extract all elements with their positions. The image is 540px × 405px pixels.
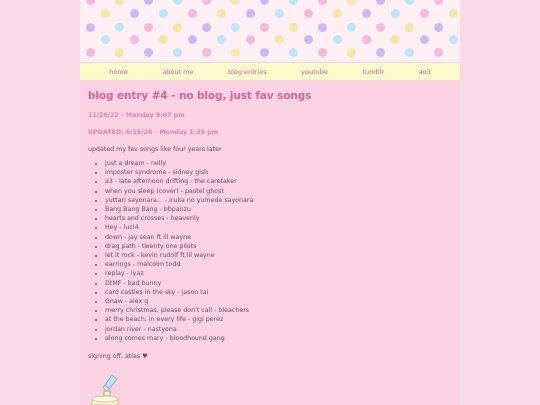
- song-list: [88, 159, 452, 343]
- banner-dot: [188, 9, 197, 18]
- song-list-item: • replay - iyaz: [105, 269, 452, 278]
- banner-dot: [275, 35, 284, 44]
- blog-post: [88, 90, 452, 360]
- banner-dot: [304, 9, 313, 18]
- banner-dot: [115, 23, 124, 32]
- banner-dot: [173, 48, 182, 57]
- banner-dot: [405, 0, 414, 5]
- banner-dot: [289, 23, 298, 32]
- banner-dot: [391, 9, 400, 18]
- candle-sticker-icon: [88, 373, 122, 405]
- banner-dot: [318, 23, 327, 32]
- song-list-item: • Bang Bang Bang - bbpanzu: [105, 205, 452, 214]
- banner-dot: [420, 9, 429, 18]
- post-date: 11/26/22 - Monday 9:07 pm: [88, 112, 185, 119]
- banner-dot: [333, 35, 342, 44]
- post-intro: updated my fav songs like four years later: [88, 146, 222, 153]
- banner-dot: [144, 23, 153, 32]
- nav-ao3-link[interactable]: ao3: [418, 67, 431, 76]
- post-title: blog entry #4 - no blog, just fav songs: [88, 90, 312, 102]
- nav-blog-entries-link[interactable]: blog entries: [227, 67, 267, 76]
- post-updated-date: UPDATED: 6/15/26 - Monday 1:35 pm: [88, 129, 219, 136]
- song-list-item: • jordan river - nastyona: [105, 325, 452, 334]
- song-list-item: • yuttari sayonara... - iruka no yumede sayonara: [105, 196, 452, 205]
- banner-dot: [362, 9, 371, 18]
- banner-dot: [347, 48, 356, 57]
- banner-dot: [260, 48, 269, 57]
- banner-dot: [130, 35, 139, 44]
- banner-dot: [246, 35, 255, 44]
- banner-dot: [333, 9, 342, 18]
- banner-dot: [202, 0, 211, 5]
- banner-dot: [86, 0, 95, 5]
- banner-dot: [289, 48, 298, 57]
- banner-dot: [289, 0, 298, 5]
- banner-dot: [376, 48, 385, 57]
- banner-dot: [347, 0, 356, 5]
- banner-dot: [202, 23, 211, 32]
- song-list-item: • down - jay sean ft lil wayne: [105, 233, 452, 242]
- banner-dot: [405, 23, 414, 32]
- banner-dot: [304, 35, 313, 44]
- banner-dot: [173, 0, 182, 5]
- song-list-item: • along comes mary - bloodhound gang: [105, 334, 452, 343]
- banner-dot: [202, 48, 211, 57]
- banner-dot: [318, 0, 327, 5]
- banner-dot: [159, 9, 168, 18]
- banner-dot: [449, 9, 458, 18]
- banner-dot: [86, 23, 95, 32]
- banner-dot: [231, 48, 240, 57]
- banner-dot: [405, 48, 414, 57]
- nav-home-link[interactable]: home: [109, 67, 128, 76]
- nav-youtube-link[interactable]: youtube: [301, 67, 328, 76]
- banner-dot: [144, 0, 153, 5]
- banner-dot: [86, 48, 95, 57]
- banner-dot: [188, 35, 197, 44]
- banner-dot: [434, 48, 443, 57]
- post-signoff: signing off, atlas ♥: [88, 353, 148, 361]
- song-list-item: • at the beach, in every life - gigi perez: [105, 315, 452, 324]
- banner-dot: [347, 23, 356, 32]
- banner-dot: [449, 35, 458, 44]
- song-list-item: • a3 - late afternoon drifting - the caretaker: [105, 177, 452, 186]
- banner-dot: [376, 23, 385, 32]
- banner-dot: [318, 48, 327, 57]
- song-list-item: • just a dream - nelly: [105, 159, 452, 168]
- banner-dot: [101, 9, 110, 18]
- banner-dot: [260, 23, 269, 32]
- banner-dot: [159, 35, 168, 44]
- banner-dot: [231, 0, 240, 5]
- banner-dot: [391, 35, 400, 44]
- page-container: [80, 0, 460, 405]
- song-list-item: • when you sleep (cover) - pastel ghost: [105, 187, 452, 196]
- song-list-item: • card castles in the sky - jason tai: [105, 288, 452, 297]
- banner-dot: [101, 35, 110, 44]
- banner-dot: [420, 35, 429, 44]
- song-list-item: • earrings - malcolm todd: [105, 260, 452, 269]
- banner-dot: [144, 48, 153, 57]
- song-list-item: • hearts and crosses - heavenly: [105, 214, 452, 223]
- banner-dot: [217, 35, 226, 44]
- nav-tumblr-link[interactable]: tumblr: [362, 67, 385, 76]
- nav-about-me-link[interactable]: about me: [162, 67, 194, 76]
- banner-dot: [115, 48, 124, 57]
- song-list-item: • merry christmas, please don't call - bleachers: [105, 306, 452, 315]
- song-list-item: • imposter syndrome - sidney gish: [105, 168, 452, 177]
- banner-dot: [260, 0, 269, 5]
- song-list-item: • drag path - twenty one pilots: [105, 242, 452, 251]
- banner-dot: [434, 0, 443, 5]
- banner-dot: [115, 0, 124, 5]
- banner-dot: [246, 9, 255, 18]
- song-list-item: • Hey - luci4: [105, 223, 452, 232]
- top-nav: [80, 63, 460, 80]
- song-list-item: • Gnaw - alex g: [105, 297, 452, 306]
- banner-dot: [275, 9, 284, 18]
- banner-dot: [434, 23, 443, 32]
- banner-dot: [173, 23, 182, 32]
- song-list-item: • let it rock - kevin rudolf ft lil wayne: [105, 251, 452, 260]
- banner-dot: [130, 9, 139, 18]
- banner-dot: [362, 35, 371, 44]
- banner-dot: [231, 23, 240, 32]
- banner-dot: [376, 0, 385, 5]
- banner-dot: [217, 9, 226, 18]
- polka-dot-banner: [80, 0, 460, 62]
- song-list-item: • DtMF - bad bunny: [105, 279, 452, 288]
